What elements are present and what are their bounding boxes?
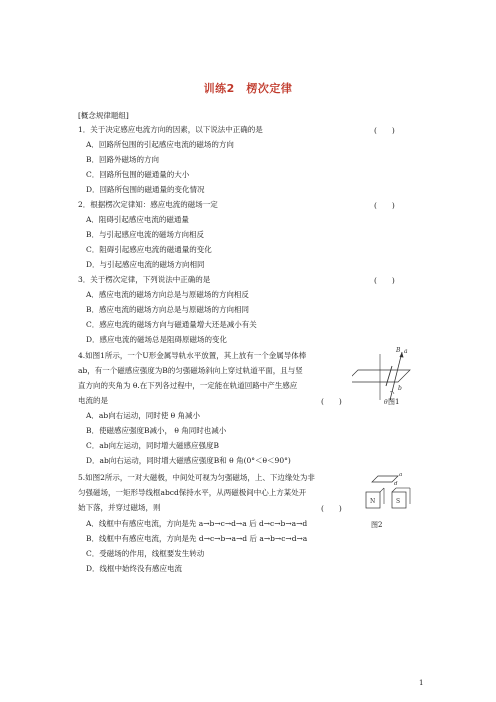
figure-2-diagram (364, 470, 414, 518)
question-3-option-d: D．感应电流的磁场总是阻碍原磁场的变化 (86, 335, 228, 344)
question-4-stem-line-1: 4.如图1所示，一个U形金属导轨水平放置，其上放有一个金属导体棒 (78, 351, 307, 360)
question-3-stem: 3．关于楞次定律，下列说法中正确的是 (78, 275, 211, 284)
question-1-option-b: B．回路外磁场的方向 (86, 155, 160, 164)
label-theta: θ (384, 399, 388, 406)
question-5-stem-line-2: 匀强磁场，一矩形导线框abcd保持水平，从两磁极间中心上方某处开 (78, 488, 307, 497)
question-1-answer-blank: ( ) (374, 126, 395, 135)
label-b: b (398, 385, 402, 392)
question-1-option-a: A．回路所包围的引起感应电流的磁场的方向 (86, 140, 234, 149)
question-3-option-c: C．感应电流的磁场方向与磁通量增大还是减小有关 (86, 320, 257, 329)
question-3-option-a: A．感应电流的磁场方向总是与原磁场的方向相反 (86, 290, 249, 299)
question-5-stem-line-1: 5.如图2所示，一对大磁极，中间处可视为匀强磁场，上、下边缘处为非 (78, 473, 315, 482)
figure-2-label: 图2 (371, 521, 383, 529)
question-4-stem-line-2: ab，有一个磁感应强度为B的匀强磁场斜向上穿过轨道平面，且与竖 (78, 366, 303, 375)
conductor-rod-ab (386, 366, 392, 386)
question-3-answer-blank: ( ) (374, 276, 395, 285)
question-4-stem-line-4: 电流的是 (78, 396, 108, 405)
question-2-stem: 2．根据楞次定律知：感应电流的磁场一定 (78, 200, 218, 209)
question-3-option-b: B．感应电流的磁场方向总是与原磁场的方向相同 (86, 305, 250, 314)
label-a: a (404, 348, 408, 355)
page-title: 训练2 楞次定律 (203, 82, 293, 95)
page-number: 1 (419, 679, 424, 687)
question-5-option-a: A．线框中有感应电流，方向是先 a→b→c→d→a 后 d→c→b→a→d (86, 519, 308, 528)
rail-plane (352, 370, 410, 382)
question-1-option-d: D．回路所包围的磁通量的变化情况 (86, 185, 205, 194)
question-1-option-c: C．回路所包围的磁通量的大小 (86, 170, 190, 179)
question-2-answer-blank: ( ) (374, 201, 395, 210)
question-4-option-a: A．ab向右运动，同时使 θ 角减小 (86, 411, 200, 420)
magnet-north-top-edge (380, 488, 384, 492)
section-heading: [概念规律题组] (78, 111, 129, 120)
question-5-option-c: C．受磁场的作用，线框要发生转动 (86, 549, 205, 558)
question-5-option-b: B．线框中有感应电流，方向是先 d→c→b→a→d 后 a→b→c→d→a (86, 534, 308, 543)
magnet-south-top-edge (392, 488, 396, 492)
question-5-stem-line-3: 始下落，并穿过磁场，则 (78, 503, 161, 512)
question-2-option-b: B．与引起感应电流的磁场方向相反 (86, 230, 205, 239)
question-4-option-d: D．ab向右运动，同时增大磁感应强度B和 θ 角(0°＜θ＜90°) (86, 456, 291, 465)
label-b-field: B (396, 347, 401, 354)
figure-1-diagram (352, 340, 422, 410)
question-4-option-b: B．使磁感应强度B减小， θ 角同时也减小 (86, 426, 227, 435)
question-2-option-d: D．与引起感应电流的磁场方向相同 (86, 260, 205, 269)
figure-1-label: 图1 (388, 398, 400, 406)
question-2-option-c: C．阻碍引起感应电流的磁通量的变化 (86, 245, 212, 254)
question-1-stem: 1．关于决定感应电流方向的因素，以下说法中正确的是 (78, 125, 263, 134)
question-5-answer-blank: ( ) (321, 504, 342, 513)
question-2-option-a: A．阻碍引起感应电流的磁通量 (86, 215, 189, 224)
label-n: N (370, 498, 376, 505)
label-a: a (399, 472, 403, 478)
question-4-stem-line-3: 直方向的夹角为 θ.在下列各过程中，一定能在轨道回路中产生感应 (78, 381, 298, 390)
question-4-answer-blank: ( ) (321, 397, 342, 406)
magnetic-field-arrow (390, 352, 402, 400)
question-5-option-d: D．线框中始终没有感应电流 (86, 564, 183, 573)
label-s: S (396, 498, 401, 505)
label-d: d (394, 481, 398, 487)
question-4-option-c: C．ab向左运动，同时增大磁感应强度B (86, 441, 220, 450)
